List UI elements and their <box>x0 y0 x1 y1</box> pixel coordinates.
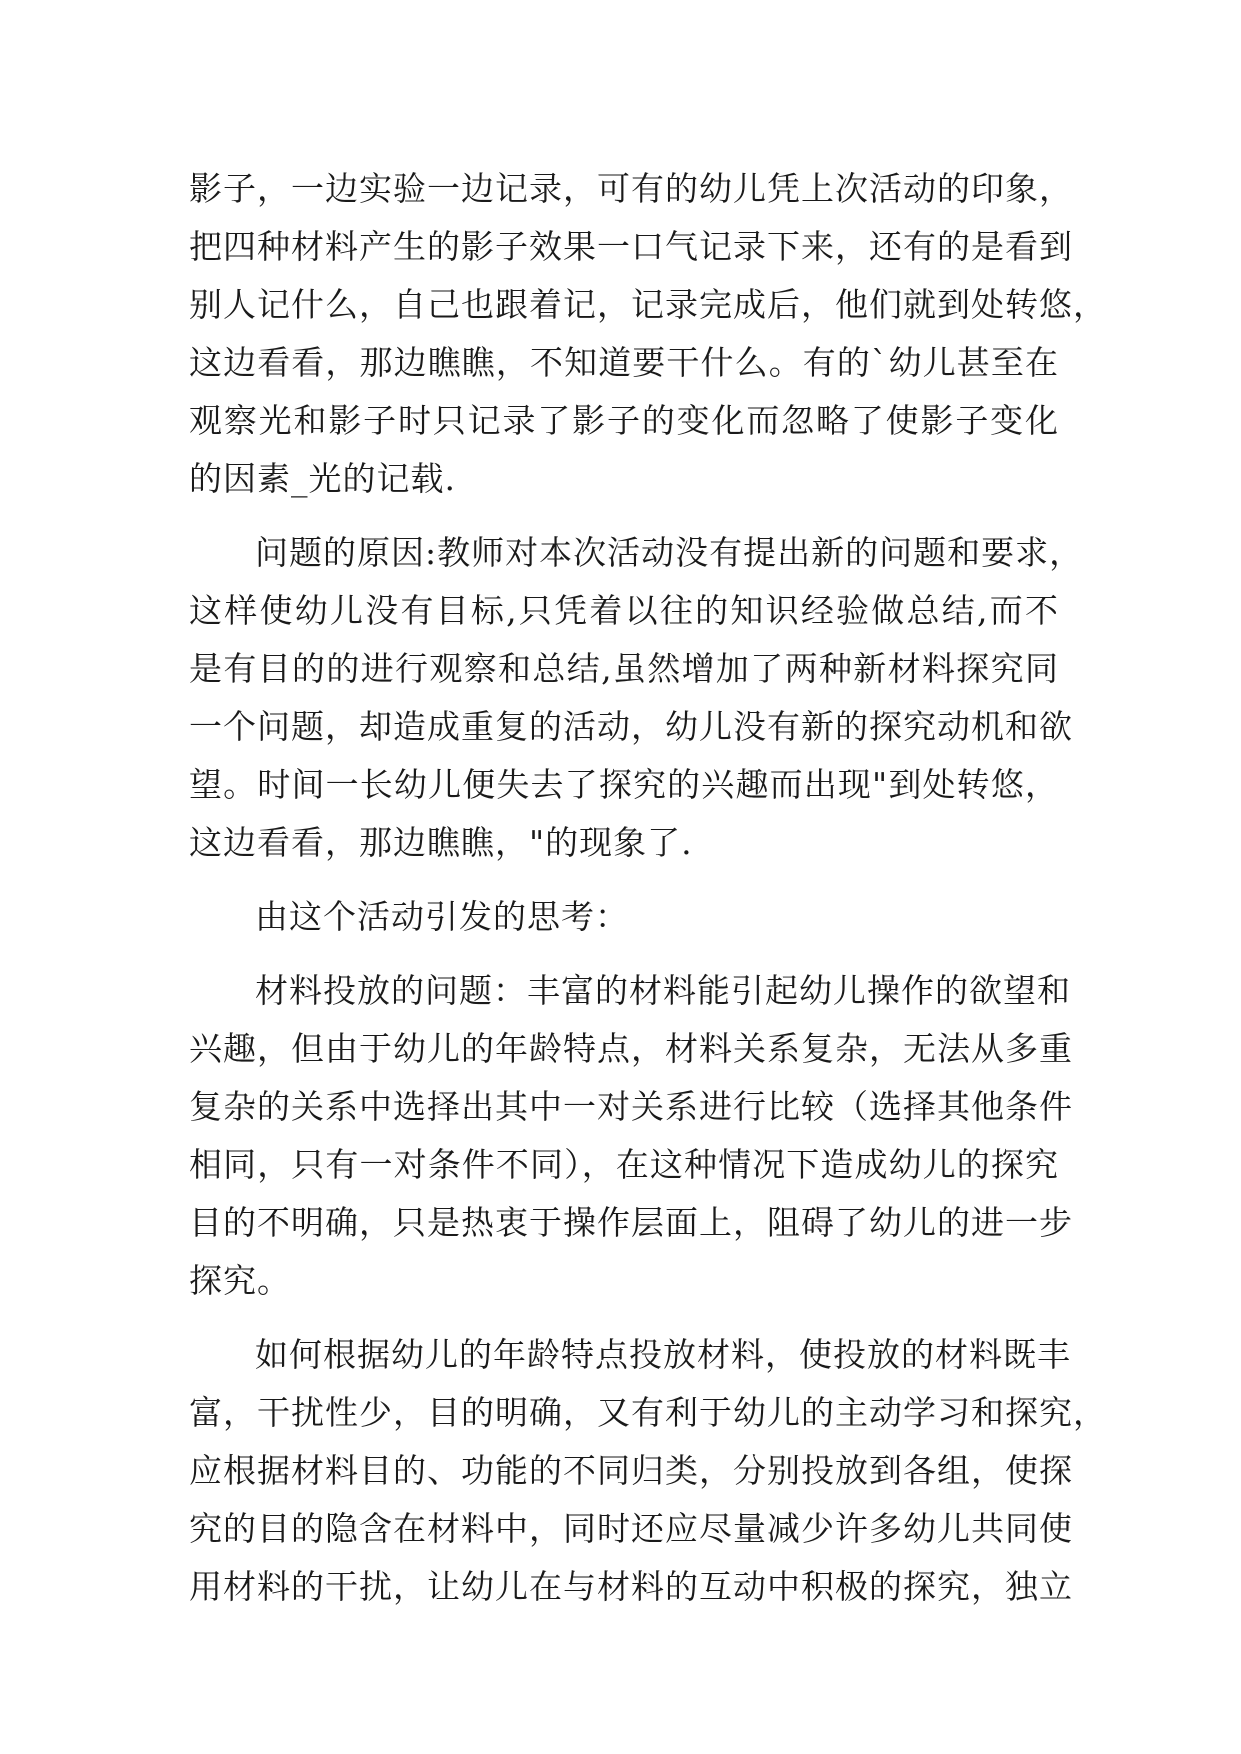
paragraph-1-line-4: 这边看看，那边瞧瞧，不知道要干什么。有的`幼儿甚至在 <box>189 343 1059 382</box>
paragraph-3-line-1: 由这个活动引发的思考： <box>255 897 629 936</box>
paragraph-2-line-2: 这样使幼儿没有目标,只凭着以往的知识经验做总结,而不 <box>189 591 1059 630</box>
paragraph-1-line-2: 把四种材料产生的影子效果一口气记录下来，还有的是看到 <box>189 227 1073 266</box>
paragraph-5-line-5: 用材料的干扰，让幼儿在与材料的互动中积极的探究，独立 <box>189 1567 1073 1606</box>
paragraph-2-line-3: 是有目的的进行观察和总结,虽然增加了两种新材料探究同 <box>189 649 1059 688</box>
paragraph-2-line-1: 问题的原因:教师对本次活动没有提出新的问题和要求， <box>255 533 1084 572</box>
paragraph-gap <box>189 946 1059 962</box>
paragraph-4-line-5: 目的不明确，只是热衷于操作层面上，阻碍了幼儿的进一步 <box>189 1203 1073 1242</box>
paragraph-1-line-6: 的因素_光的记载. <box>189 459 456 498</box>
paragraph-4-line-3: 复杂的关系中选择出其中一对关系进行比较（选择其他条件 <box>189 1087 1073 1126</box>
paragraph-gap <box>189 1310 1059 1326</box>
paragraph-gap <box>189 872 1059 888</box>
document-body <box>189 160 1107 1616</box>
paragraph-5-line-1: 如何根据幼儿的年龄特点投放材料，使投放的材料既丰 <box>255 1335 1071 1374</box>
paragraph-4-line-6: 探究。 <box>189 1261 291 1300</box>
paragraph-5-line-4: 究的目的隐含在材料中，同时还应尽量减少许多幼儿共同使 <box>189 1509 1073 1548</box>
paragraph-2-line-4: 一个问题，却造成重复的活动，幼儿没有新的探究动机和欲 <box>189 707 1073 746</box>
paragraph-5-line-3: 应根据材料目的、功能的不同归类，分别投放到各组，使探 <box>189 1451 1073 1490</box>
paragraph-1-line-3: 别人记什么，自己也跟着记，记录完成后，他们就到处转悠， <box>189 285 1107 324</box>
paragraph-4-line-4: 相同，只有一对条件不同），在这种情况下造成幼儿的探究 <box>189 1145 1059 1184</box>
paragraph-2-line-6: 这边看看，那边瞧瞧，"的现象了. <box>189 823 693 862</box>
paragraph-4-line-1: 材料投放的问题：丰富的材料能引起幼儿操作的欲望和 <box>255 971 1071 1010</box>
paragraph-gap <box>189 508 1059 524</box>
paragraph-4-line-2: 兴趣，但由于幼儿的年龄特点，材料关系复杂，无法从多重 <box>189 1029 1073 1068</box>
paragraph-5-line-2: 富，干扰性少，目的明确，又有利于幼儿的主动学习和探究， <box>189 1393 1107 1432</box>
paragraph-1-line-1: 影子，一边实验一边记录，可有的幼儿凭上次活动的印象， <box>189 169 1073 208</box>
paragraph-2-line-5: 望。时间一长幼儿便失去了探究的兴趣而出现"到处转悠， <box>189 765 1059 804</box>
paragraph-1-line-5: 观察光和影子时只记录了影子的变化而忽略了使影子变化 <box>189 401 1059 440</box>
